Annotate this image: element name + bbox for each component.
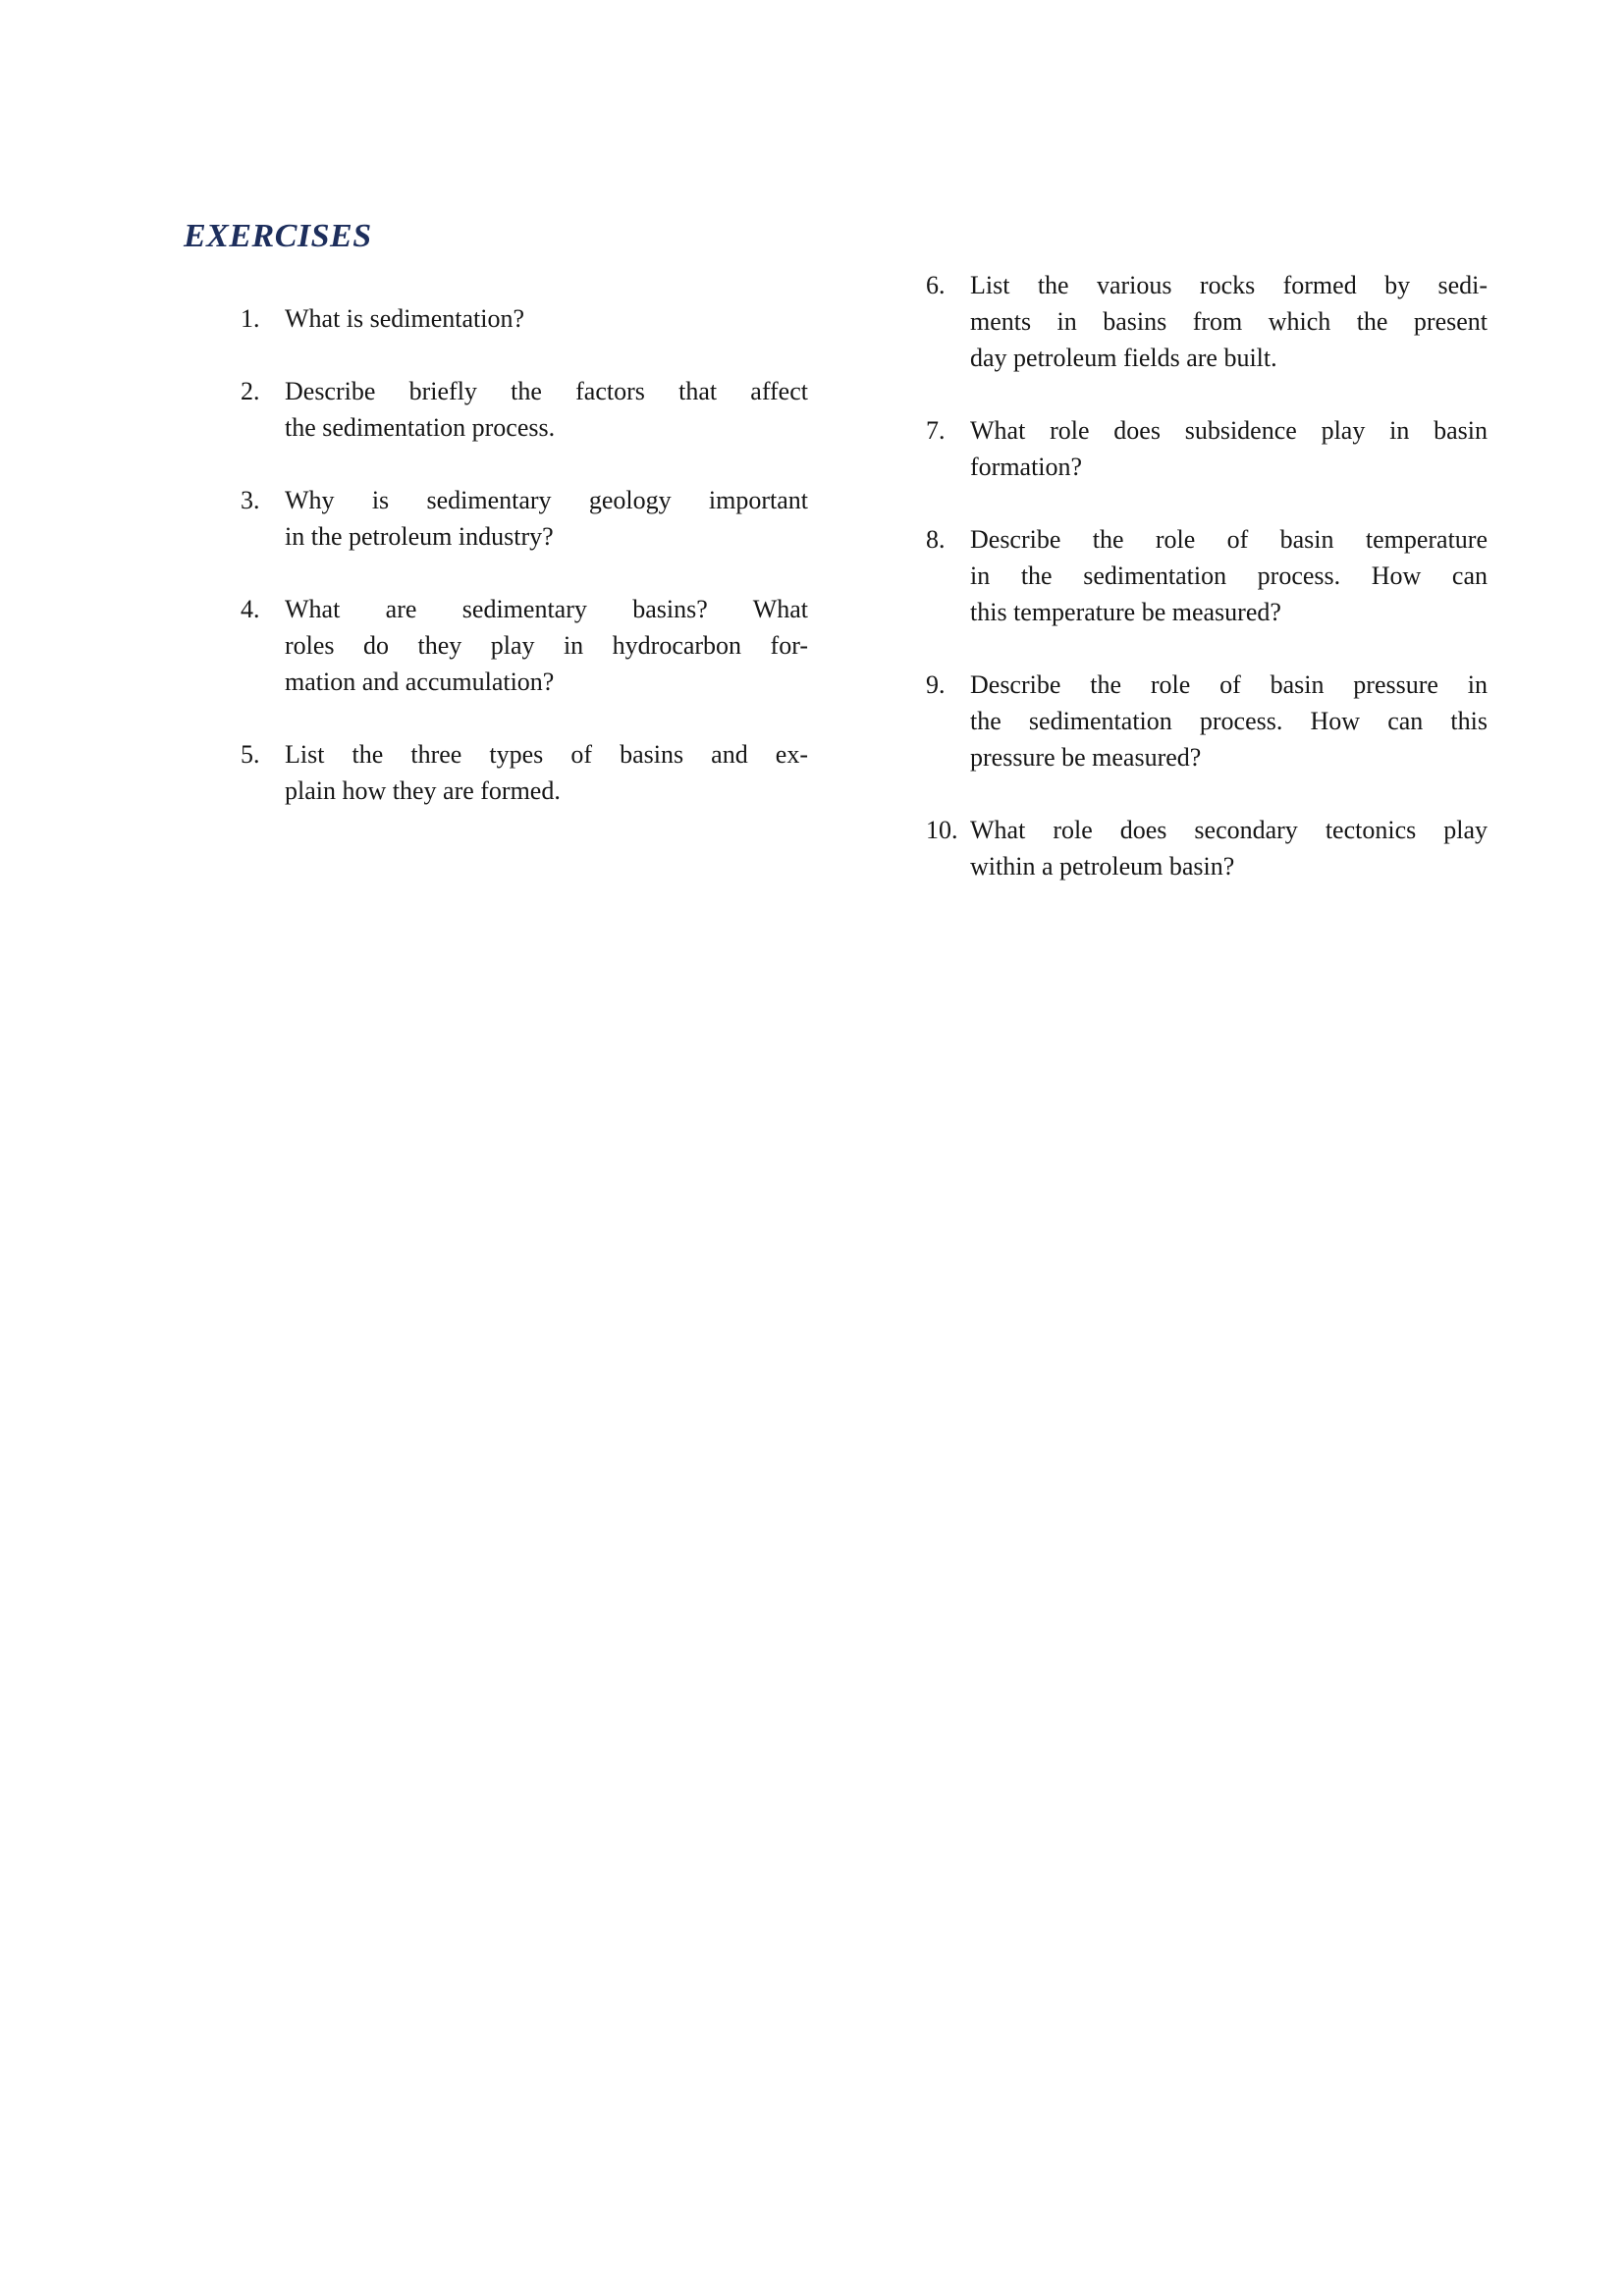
exercise-number: 9. — [926, 670, 946, 699]
exercise-list-right — [926, 267, 1488, 921]
exercise-line: ments in basins from which the present — [970, 307, 1488, 336]
exercise-line: pressure be measured? — [970, 743, 1202, 772]
exercise-number: 6. — [926, 271, 946, 299]
exercise-line: in the sedimentation process. How can — [970, 561, 1488, 590]
exercise-line: What role does secondary tectonics play — [970, 816, 1488, 844]
exercise-line: Describe the role of basin temperature — [970, 525, 1488, 554]
exercise-text — [970, 521, 1488, 630]
exercise-text — [285, 373, 808, 446]
exercise-item — [926, 267, 1488, 376]
exercise-number: 10. — [926, 816, 958, 844]
exercise-text — [285, 482, 808, 555]
exercise-line: day petroleum fields are built. — [970, 344, 1277, 372]
exercise-line: this temperature be measured? — [970, 598, 1281, 626]
exercise-line: within a petroleum basin? — [970, 852, 1235, 881]
exercise-text — [285, 300, 808, 337]
exercise-number: 4. — [241, 595, 260, 623]
exercise-number: 7. — [926, 416, 946, 445]
exercise-line: mation and accumulation? — [285, 667, 555, 696]
exercise-line: formation? — [970, 453, 1083, 481]
exercise-line: What are sedimentary basins? What — [285, 595, 808, 623]
exercise-list-left — [241, 300, 808, 845]
exercise-line: in the petroleum industry? — [285, 522, 554, 551]
exercise-number: 8. — [926, 525, 946, 554]
exercise-line: the sedimentation process. How can this — [970, 707, 1488, 735]
exercise-number: 1. — [241, 304, 260, 333]
exercise-item — [241, 300, 808, 337]
exercise-item — [241, 373, 808, 446]
exercise-text — [970, 267, 1488, 376]
exercise-line: List the three types of basins and ex- — [285, 740, 808, 769]
exercise-item — [241, 736, 808, 809]
exercise-line: What is sedimentation? — [285, 304, 525, 333]
exercise-text — [285, 591, 808, 700]
exercise-number: 5. — [241, 740, 260, 769]
exercise-line: the sedimentation process. — [285, 413, 556, 442]
exercise-text — [970, 667, 1488, 775]
exercise-text — [285, 736, 808, 809]
exercise-text — [970, 812, 1488, 884]
exercise-item — [926, 412, 1488, 485]
exercise-item — [926, 812, 1488, 884]
exercise-line: Describe briefly the factors that affect — [285, 377, 808, 405]
exercise-item — [241, 591, 808, 700]
exercise-line: roles do they play in hydrocarbon for- — [285, 631, 808, 660]
exercise-line: plain how they are formed. — [285, 776, 561, 805]
exercise-line: List the various rocks formed by sedi- — [970, 271, 1488, 299]
exercise-line: Describe the role of basin pressure in — [970, 670, 1488, 699]
exercise-number: 3. — [241, 486, 260, 514]
exercises-heading: EXERCISES — [184, 218, 372, 254]
exercise-item — [241, 482, 808, 555]
exercise-line: Why is sedimentary geology important — [285, 486, 808, 514]
exercise-text — [970, 412, 1488, 485]
exercise-number: 2. — [241, 377, 260, 405]
exercise-item — [926, 667, 1488, 775]
exercise-line: What role does subsidence play in basin — [970, 416, 1488, 445]
exercise-item — [926, 521, 1488, 630]
